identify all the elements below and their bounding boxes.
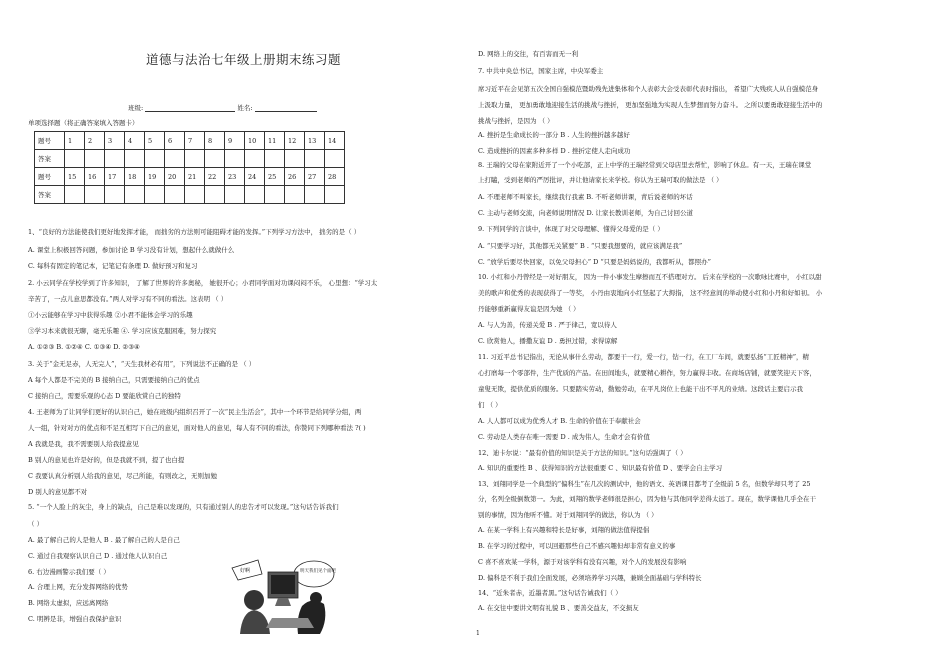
text-line: 8. 王瑞的父母在家附近开了一个小吃部，正上中学的王瑞经常到父母店里去帮忙，影响了休息。有一天，王瑞在课堂: [478, 161, 812, 169]
row-header: 答案: [35, 186, 65, 204]
text-line: 11. 习近平总书记指出，无论从事什么劳动，都要干一行，爱一行，钻一行，在工厂车间，就要弘扬“工匠精神”，精: [478, 353, 810, 361]
answer-cell[interactable]: [105, 186, 125, 204]
answer-cell[interactable]: [325, 186, 345, 204]
text-line: （ ）: [28, 520, 44, 528]
answer-cell[interactable]: [185, 186, 205, 204]
question-number: 17: [105, 168, 125, 186]
question-number: 27: [305, 168, 325, 186]
text-line: A. 课堂上积极回答问题，参加讨论 B 学习没有计划，想起什么就做什么: [28, 246, 235, 254]
text-line: A. 人人都可以成为优秀人才 B. 生命的价值在于奉献社会: [478, 417, 641, 425]
answer-cell[interactable]: [265, 150, 285, 168]
question-number: 6: [165, 132, 185, 150]
question-number: 22: [205, 168, 225, 186]
answer-cell[interactable]: [65, 150, 85, 168]
text-line: C. 欣赏他人，播撒友谊 D . 勇担过错，求得谅解: [478, 337, 618, 345]
text-line: 10. 小红和小丹曾经是一对好朋友， 因为一件小事发生摩擦而互不搭理对方。 后来在学校的一次歌咏比赛中， 小红以甜: [478, 273, 822, 281]
answer-cell[interactable]: [145, 186, 165, 204]
class-name-line: [128, 103, 317, 112]
row-header: 答案: [35, 150, 65, 168]
answer-cell[interactable]: [105, 150, 125, 168]
question-number: 5: [145, 132, 165, 150]
question-number: 15: [65, 168, 85, 186]
question-number: 3: [105, 132, 125, 150]
text-line: 3. 关于“金无足赤，人无完人”，“天生我材必有用”，下列说法不正确的是 （ ）: [28, 360, 256, 368]
class-label: 班级:: [128, 104, 144, 112]
answer-cell[interactable]: [245, 186, 265, 204]
question-number: 2: [85, 132, 105, 150]
text-line: C. “放学后要尽快回家，以免父母担心” D “只要是妈妈说的，我都听从，都照办”: [478, 258, 712, 266]
text-line: D 别人的意见都不对: [28, 488, 88, 496]
question-number: 1: [65, 132, 85, 150]
text-line: A. 最了解自己的人是他人 B . 最了解自己的人是自己: [28, 536, 180, 544]
text-line: A. 不理老师不叫家长，继续我行我素 B. 不听老师讲课，青后说老师的坏话: [478, 193, 693, 201]
text-line: 6. 右边漫画警示我们要（ ）: [28, 568, 110, 576]
cartoon-bubble-left: 好啊: [240, 568, 251, 574]
answer-cell[interactable]: [85, 186, 105, 204]
answer-cell[interactable]: [85, 150, 105, 168]
text-line: A. 知识的重要性 B 、获得知识的方法很重要 C 、知识最有价值 D 、要学会自主学习: [478, 464, 723, 472]
question-number: 28: [325, 168, 345, 186]
text-line: 丹能够重新赢得友谊是因为她 （ ）: [478, 305, 580, 313]
cartoon-bubble-right: 明天我们见个面吧: [300, 569, 336, 574]
answer-table-row: [35, 150, 345, 168]
row-header: 题号: [35, 168, 65, 186]
text-line: C. 明辨是非，增强自我保护意识: [28, 615, 122, 623]
text-line: 美的歌声和优秀的表现获得了一等奖， 小丹由衷地向小红竖起了大拇指， 这不经意间的举动使小红和小丹和好如初。 小: [478, 289, 823, 297]
answer-cell[interactable]: [205, 186, 225, 204]
text-line: ①小云能够在学习中获得乐趣 ②小君不能体会学习的乐趣: [28, 311, 193, 319]
text-line: C 喜不喜欢某一学科，源于对该学科有没有兴趣，对个人的发展没有影响: [478, 558, 687, 566]
question-number: 16: [85, 168, 105, 186]
question-number: 10: [245, 132, 265, 150]
answer-cell[interactable]: [245, 150, 265, 168]
text-line: C 我要认真分析别人给我的意见，尽己所能，有则改之，无则加勉: [28, 472, 218, 480]
answer-cell[interactable]: [125, 186, 145, 204]
text-line: 挑战与挫折，是因为 （ ）: [478, 117, 554, 125]
text-line: A. 在某一学科上有兴趣和特长是好事，刘翔的做法值得提倡: [478, 526, 650, 534]
text-line: D. 网络上的交往，有百害而无一利: [478, 50, 579, 58]
text-line: 9. 下列同学的言谈中，体现了对父母理解、懂得父母爱的是（ ）: [478, 225, 664, 233]
text-line: A. 与人为善，传递关爱 B . 严于律己，宽以待人: [478, 321, 617, 329]
question-number: 11: [265, 132, 285, 150]
text-line: 上汲取力量， 更加勇敢地迎接生活的挑战与挫折， 更加坚强地为实现人生梦想而努力奋斗。 之所以要勇敢迎接生活中的: [478, 101, 823, 109]
answer-cell[interactable]: [305, 150, 325, 168]
question-number: 19: [145, 168, 165, 186]
name-blank[interactable]: [255, 103, 317, 112]
class-blank[interactable]: [145, 103, 235, 112]
question-number: 9: [225, 132, 245, 150]
answer-cell[interactable]: [305, 186, 325, 204]
answer-cell[interactable]: [225, 186, 245, 204]
text-line: 辛苦了，一点儿意思都没有。”两人对学习有不同的看法。这表明 （ ）: [28, 295, 228, 303]
question-number: 4: [125, 132, 145, 150]
text-line: 人一组，针对对方的优点和不足互相写下自己的意见，面对他人的意见，每人有不同的看法，你赞同下列哪种看法 ?( ): [28, 424, 366, 432]
text-line: A 每个人都是不完美的 B 接纳自己，只需要接纳自己的优点: [28, 376, 200, 384]
text-line: 分，名列全级倒数第一。为此，刘翔的数学老师很是担心，因为他与其他同学差得太远了。现在，数学课他几乎全在干: [478, 495, 816, 503]
answer-cell[interactable]: [205, 150, 225, 168]
question-number: 14: [325, 132, 345, 150]
text-line: A. 挫折是生命成长的一部分 B . 人生的挫折越多越好: [478, 131, 630, 139]
text-line: D. 偏科是不利于我们全面发展，必须培养学习兴趣，兼顾全面基础与学科特长: [478, 574, 702, 582]
answer-cell[interactable]: [185, 150, 205, 168]
question-number: 25: [265, 168, 285, 186]
text-line: C. 主动与老师交流，向老师说明情况 D. 让家长教训老师，为自己讨回公道: [478, 209, 694, 217]
text-line: 别的事情，因为他听不懂。对于刘翔同学的做法，你认为 （ ）: [478, 511, 658, 519]
question-number: 12: [285, 132, 305, 150]
answer-cell[interactable]: [65, 186, 85, 204]
text-line: A. “只要学习好，其他都无关紧要” B . “只要我想要的，就应该满足我”: [478, 242, 683, 250]
page-number: 1: [476, 630, 480, 637]
text-line: 5. “一个人脸上的灰尘，身上的缺点，自己是难以发现的，只有通过别人的忠告才可以发现。”这句话告诉我们: [28, 503, 339, 511]
section-instruction: 单项选择题（将正确答案填入答题卡）: [28, 119, 139, 127]
text-line: 席习近平在会见第五次全国自强模范暨助残先进集体和个人表彰大会受表彰代表时指出， 希望广大残疾人从自强模范身: [478, 85, 819, 93]
answer-cell[interactable]: [325, 150, 345, 168]
text-line: B 别人的意见也许是好的，但是我就不到，提了也白提: [28, 456, 185, 464]
answer-cell[interactable]: [165, 186, 185, 204]
answer-table-row: [35, 132, 345, 150]
text-line: 2. 小云同学在学校学到了许多知识， 了解了世界的许多奥秘， 她很开心；小君同学面对功课闷闷不乐， 心里想：“学习太: [28, 279, 378, 287]
text-line: C. 劳动是人类存在唯一需要 D . 成为伟人，生命才会有价值: [478, 433, 650, 441]
internet-cartoon-illustration: [228, 556, 336, 640]
question-number: 8: [205, 132, 225, 150]
row-header: 题号: [35, 132, 65, 150]
text-line: B. 网络太虚拟，应远离网络: [28, 599, 109, 607]
text-line: C 接纳自己，需要乐观的心态 D 要能欣赏自己的独特: [28, 392, 181, 400]
question-number: 13: [305, 132, 325, 150]
text-line: B. 在学习的过程中，可以回避那些自己不感兴趣但却非常有意义的事: [478, 542, 676, 550]
text-line: 们 （ ）: [478, 401, 502, 409]
answer-cell[interactable]: [125, 150, 145, 168]
text-line: C. 通过自我观察认识自己 D . 通过他人认识自己: [28, 552, 168, 560]
text-line: A. 在交往中要讲文明有礼貌 B 、要善交益友，不交损友: [478, 604, 639, 612]
page-title: 道德与法治七年级上册期末练习题: [146, 52, 342, 67]
question-number: 23: [225, 168, 245, 186]
question-number: 24: [245, 168, 265, 186]
text-line: 1、“良好的方法能使我们更好地发挥才能， 而拙劣的方法则可能阻碍才能的发挥。”下列学习方法中， 拙劣的是（ ）: [28, 228, 361, 236]
text-line: 7. 中共中央总书记，国家主席，中央军委主: [478, 67, 604, 75]
answer-table-row: [35, 186, 345, 204]
answer-cell[interactable]: [225, 150, 245, 168]
answer-cell[interactable]: [285, 150, 305, 168]
question-number: 26: [285, 168, 305, 186]
text-line: C. 每科有固定的笔记本，记笔记有条理 D. 做好预习和复习: [28, 262, 198, 270]
text-line: A 我就是我，我不需要别人给我提意见: [28, 440, 139, 448]
text-line: ③学习本来就很无聊，毫无乐趣 ④. 学习应该克服困难，努力探究: [28, 327, 217, 335]
answer-cell[interactable]: [265, 186, 285, 204]
answer-cell[interactable]: [145, 150, 165, 168]
text-line: 童叟无欺，提供优质的服务。只要踏实劳动，勤勉劳动，在平凡岗位上也能干出不平凡的业绩。这段话主要启示我: [478, 385, 803, 393]
text-line: C. 造成挫折的因素多种多样 D . 挫折定使人走向成功: [478, 147, 631, 155]
question-number: 21: [185, 168, 205, 186]
answer-table-row: [35, 168, 345, 186]
name-label: 姓名:: [237, 104, 253, 112]
answer-table: [34, 131, 345, 204]
question-number: 7: [185, 132, 205, 150]
text-line: A. ①②③ B. ①②④ C. ①③④ D. ②③④: [28, 343, 140, 351]
text-line: 上打瞌，受到老师的严厉批评，并让他请家长来学校。你认为王瑞可取的做法是 （ ）: [478, 176, 723, 184]
text-line: 14、“近朱者赤，近墨者黑。”这句话告诫我们（ ）: [478, 589, 622, 597]
text-line: A. 合理上网，充分发挥网络的优势: [28, 583, 128, 591]
text-line: 13、刘翔同学是一个典型的“偏科生”在几次的测试中，他的语文、英语课目都考了全级前 5 名，但数学却只考了 25: [478, 480, 811, 488]
question-number: 20: [165, 168, 185, 186]
answer-cell[interactable]: [165, 150, 185, 168]
answer-cell[interactable]: [285, 186, 305, 204]
question-number: 18: [125, 168, 145, 186]
text-line: 4. 王老师为了让同学们更好的认识自己，她在班级内组织召开了一次“民主生活会”，其中一个环节是给同学分组，两: [28, 408, 362, 416]
text-line: 12、迪卡尔说：“最有价值的知识是关于方法的知识。”这句话强调了（ ）: [478, 449, 687, 457]
text-line: 心打磨每一个零部件，生产优质的产品。在田间地头，就要精心耕作，努力赢得丰收。在商场店铺，就要笑迎天下客，: [478, 369, 816, 377]
